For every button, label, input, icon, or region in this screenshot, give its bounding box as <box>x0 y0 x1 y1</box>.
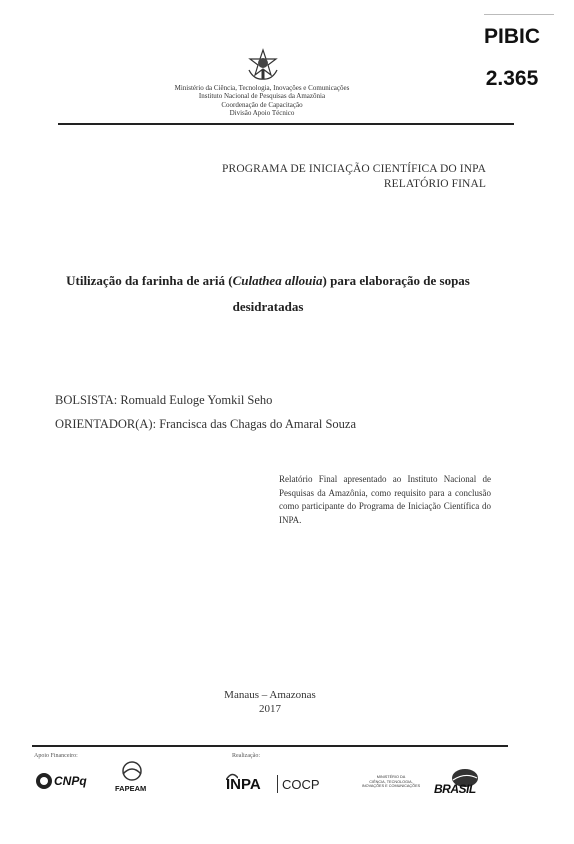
cnpq-wordmark: CNPq <box>54 774 87 788</box>
fapeam-mark-icon <box>117 760 147 784</box>
cnpq-mark-icon <box>34 772 54 790</box>
species-name: Culathea allouia <box>232 273 323 288</box>
division-name: Divisão Apoio Técnico <box>229 109 295 118</box>
report-purpose-text: Relatório Final apresentado ao Instituto Nacional de Pesquisas da Amazônia, como requisito para a conclusão como participante do Programa de Iniciação Científica do INPA. <box>279 474 491 525</box>
header-divider <box>58 123 514 125</box>
report-title-line2: desidratadas <box>232 299 304 314</box>
ministry-name: Ministério da Ciência, Tecnologia, Inovações e Comunicações <box>174 84 350 92</box>
logo-separator <box>277 775 278 793</box>
coordination-name: Coordenação de Capacitação <box>221 100 303 109</box>
coat-of-arms-icon <box>246 48 280 82</box>
fapeam-wordmark: FAPEAM <box>115 784 147 793</box>
program-name: PROGRAMA DE INICIAÇÃO CIENTÍFICA DO INPA <box>222 163 486 175</box>
fapeam-logo <box>112 760 152 796</box>
report-type: RELATÓRIO FINAL <box>383 178 486 190</box>
inpa-wordmark: INPA <box>226 776 261 793</box>
inpa-logo <box>224 772 324 796</box>
report-title-line1: Utilização da farinha de ariá (Culathea allouia) para elaboração de sopas <box>66 273 470 288</box>
report-title <box>40 268 496 320</box>
brasil-logo <box>430 768 500 798</box>
footer-divider <box>32 745 508 747</box>
program-heading <box>200 162 486 192</box>
city: Manaus – Amazonas <box>224 689 316 701</box>
pibic-stamp-number: 2.365 <box>485 67 539 90</box>
cnpq-logo <box>34 772 96 792</box>
bolsista-line: BOLSISTA: Romuald Euloge Yomkil Seho <box>55 393 273 407</box>
mctic-logo: MINISTÉRIO DA CIÊNCIA, TECNOLOGIA, INOVAÇÕES E COMUNICAÇÕES <box>361 775 421 789</box>
support-label: Apoio Financeiro: <box>34 753 78 759</box>
institute-name: Instituto Nacional de Pesquisas da Amazônia <box>198 92 326 101</box>
year: 2017 <box>259 703 281 715</box>
pibic-stamp-label: PIBIC <box>483 25 540 48</box>
orientador-line: ORIENTADOR(A): Francisca das Chagas do Amaral Souza <box>55 417 357 431</box>
realization-label: Realização: <box>232 753 260 759</box>
brasil-wordmark: BRASIL <box>434 782 476 796</box>
pibic-stamp <box>470 20 554 96</box>
institution-header <box>150 84 374 118</box>
cocp-wordmark: COCP <box>282 777 320 792</box>
stamp-top-line <box>484 14 554 15</box>
place-and-year <box>200 688 340 716</box>
